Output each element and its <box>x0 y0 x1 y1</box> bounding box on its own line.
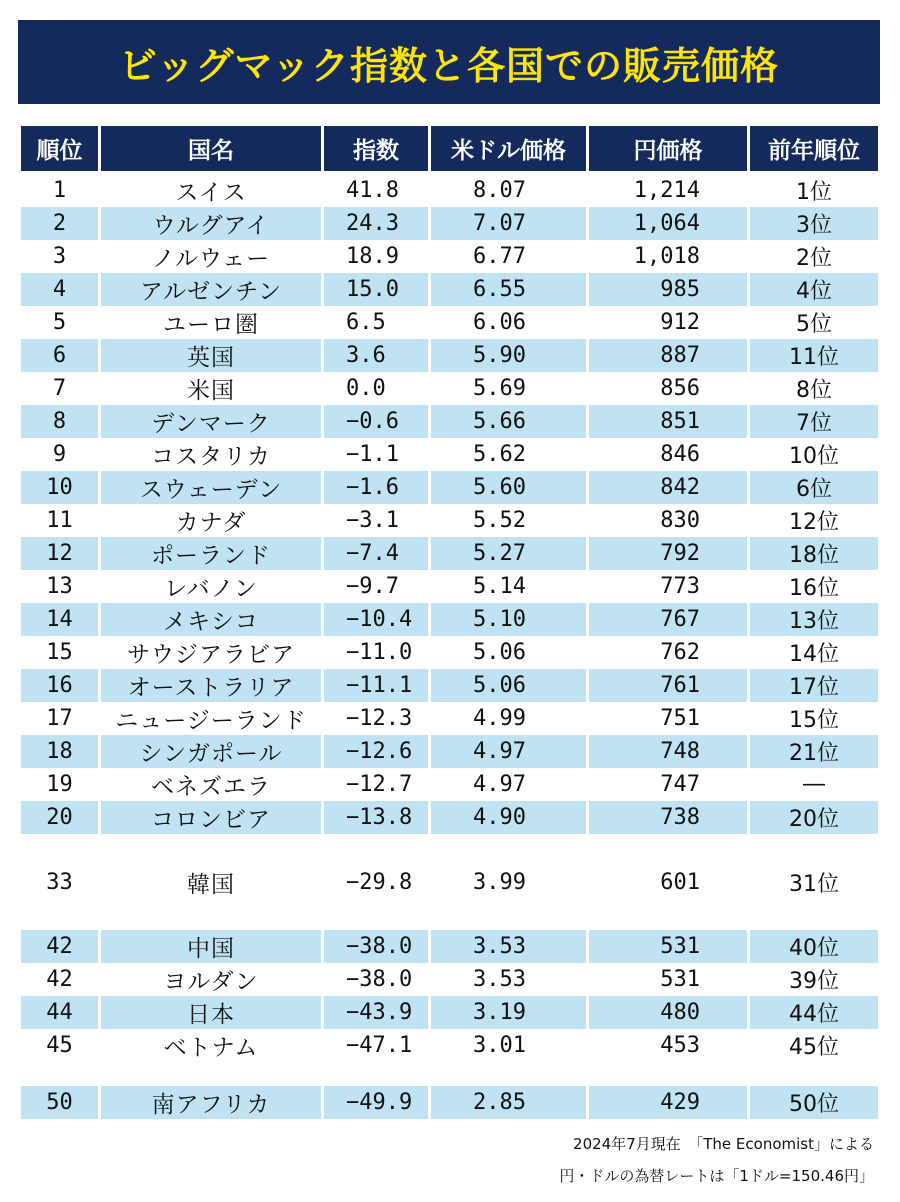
table-row <box>21 207 878 240</box>
table-row <box>21 768 878 801</box>
cell-country: アルゼンチン <box>101 273 321 306</box>
cell-usd-price: 5.62 <box>473 442 526 467</box>
cell-rank: 12 <box>21 537 98 570</box>
cell-prev-rank: 17位 <box>750 669 878 702</box>
table-row <box>21 963 878 996</box>
cell-index: 3.6 <box>324 339 428 372</box>
cell-country: レバノン <box>164 576 258 602</box>
cell-prev-rank: 45位 <box>789 1035 839 1060</box>
cell-index: −43.9 <box>324 996 428 1029</box>
table-row <box>21 471 878 504</box>
table-row <box>21 636 878 669</box>
cell-rank: 19 <box>46 772 73 797</box>
cell-prev-rank: 10位 <box>789 444 839 469</box>
cell-prev-rank: 12位 <box>789 510 839 535</box>
cell-usd-price: 6.55 <box>431 273 586 306</box>
table-row <box>21 858 878 906</box>
cell-yen-price: 601 <box>660 869 700 895</box>
table-row <box>21 339 878 372</box>
cell-rank: 44 <box>21 996 98 1029</box>
cell-yen-price: 912 <box>660 310 700 335</box>
ranking-table <box>18 126 881 1119</box>
cell-yen-price: 851 <box>589 405 747 438</box>
cell-index: −38.0 <box>346 967 413 992</box>
table-row <box>21 735 878 768</box>
cell-usd-price: 3.19 <box>431 996 586 1029</box>
cell-prev-rank: 16位 <box>789 576 839 601</box>
cell-index: −29.8 <box>346 869 413 895</box>
cell-usd-price: 5.69 <box>473 376 526 401</box>
cell-rank: 7 <box>52 376 67 401</box>
cell-index: 41.8 <box>346 178 399 203</box>
table-body <box>21 174 878 1119</box>
cell-index: 18.9 <box>346 244 399 269</box>
cell-yen-price: 1,064 <box>589 207 747 240</box>
cell-country: コロンビア <box>101 801 321 834</box>
header-usd-price: 米ドル価格 <box>431 126 586 174</box>
cell-country: 英国 <box>101 339 321 372</box>
cell-country: メキシコ <box>101 603 321 636</box>
cell-prev-rank: 1位 <box>796 180 832 205</box>
cell-prev-rank: 20位 <box>750 801 878 834</box>
cell-index: 24.3 <box>324 207 428 240</box>
header-rank: 順位 <box>21 126 98 174</box>
cell-usd-price: 3.53 <box>473 967 526 992</box>
cell-country: 南アフリカ <box>101 1086 321 1119</box>
cell-country: ポーランド <box>101 537 321 570</box>
cell-country: コスタリカ <box>151 444 271 470</box>
cell-index: −38.0 <box>324 930 428 963</box>
cell-prev-rank: ― <box>803 772 825 797</box>
cell-yen-price: 767 <box>589 603 747 636</box>
cell-rank: 33 <box>46 869 73 895</box>
cell-usd-price: 5.60 <box>431 471 586 504</box>
cell-country: 米国 <box>187 378 235 404</box>
cell-index: −3.1 <box>346 508 399 533</box>
spacer-row <box>21 906 878 930</box>
header-country: 国名 <box>101 126 321 174</box>
cell-prev-rank: 40位 <box>750 930 878 963</box>
table-row <box>21 996 878 1029</box>
table-row <box>21 1086 878 1119</box>
footnotes <box>559 1128 874 1192</box>
cell-prev-rank: 44位 <box>750 996 878 1029</box>
cell-usd-price: 5.06 <box>473 640 526 665</box>
exchange-rate-note: 円・ドルの為替レートは「1ドル=150.46円」 <box>559 1167 874 1185</box>
cell-rank: 42 <box>46 967 73 992</box>
table-row <box>21 306 878 339</box>
table-row <box>21 570 878 603</box>
cell-yen-price: 846 <box>660 442 700 467</box>
cell-index: −10.4 <box>324 603 428 636</box>
cell-yen-price: 748 <box>589 735 747 768</box>
cell-country: オーストラリア <box>101 669 321 702</box>
cell-yen-price: 1,018 <box>633 244 700 269</box>
source-note: 2024年7月現在 「The Economist」による <box>573 1135 874 1153</box>
cell-index: 6.5 <box>346 310 386 335</box>
cell-yen-price: 747 <box>660 772 700 797</box>
cell-prev-rank: 8位 <box>796 378 832 403</box>
cell-usd-price: 3.53 <box>431 930 586 963</box>
cell-yen-price: 453 <box>660 1033 700 1058</box>
cell-rank: 20 <box>21 801 98 834</box>
header-prev-rank: 前年順位 <box>750 126 878 174</box>
cell-country: ウルグアイ <box>101 207 321 240</box>
cell-usd-price: 5.90 <box>431 339 586 372</box>
cell-index: −47.1 <box>346 1033 413 1058</box>
cell-prev-rank: 31位 <box>789 871 839 897</box>
cell-rank: 15 <box>46 640 73 665</box>
cell-country: デンマーク <box>101 405 321 438</box>
cell-rank: 9 <box>52 442 67 467</box>
table-row <box>21 801 878 834</box>
cell-yen-price: 842 <box>589 471 747 504</box>
cell-rank: 17 <box>46 706 73 731</box>
table-row <box>21 174 878 207</box>
cell-rank: 11 <box>46 508 73 533</box>
cell-country: スウェーデン <box>101 471 321 504</box>
cell-index: −12.6 <box>324 735 428 768</box>
table-row <box>21 405 878 438</box>
cell-usd-price: 5.14 <box>473 574 526 599</box>
cell-prev-rank: 5位 <box>796 312 832 337</box>
cell-rank: 6 <box>21 339 98 372</box>
header-yen-price: 円価格 <box>589 126 747 174</box>
cell-prev-rank: 50位 <box>750 1086 878 1119</box>
cell-index: −7.4 <box>324 537 428 570</box>
cell-country: ユーロ圏 <box>163 312 259 338</box>
table-row <box>21 273 878 306</box>
cell-country: 日本 <box>101 996 321 1029</box>
cell-country: カナダ <box>175 510 247 536</box>
cell-country: シンガポール <box>101 735 321 768</box>
table-row <box>21 438 878 471</box>
table-row <box>21 603 878 636</box>
cell-prev-rank: 7位 <box>750 405 878 438</box>
cell-prev-rank: 39位 <box>789 969 839 994</box>
cell-prev-rank: 15位 <box>789 708 839 733</box>
cell-prev-rank: 21位 <box>750 735 878 768</box>
table-header-row <box>21 126 878 174</box>
cell-index: −13.8 <box>324 801 428 834</box>
cell-usd-price: 8.07 <box>473 178 526 203</box>
cell-rank: 16 <box>21 669 98 702</box>
cell-index: 15.0 <box>324 273 428 306</box>
cell-yen-price: 531 <box>660 967 700 992</box>
cell-prev-rank: 3位 <box>750 207 878 240</box>
cell-usd-price: 5.52 <box>473 508 526 533</box>
cell-yen-price: 985 <box>589 273 747 306</box>
cell-usd-price: 5.66 <box>431 405 586 438</box>
cell-usd-price: 2.85 <box>431 1086 586 1119</box>
page-title: ビッグマック指数と各国での販売価格 <box>119 43 779 88</box>
cell-yen-price: 830 <box>660 508 700 533</box>
cell-index: −1.6 <box>324 471 428 504</box>
cell-index: −49.9 <box>324 1086 428 1119</box>
cell-usd-price: 4.99 <box>473 706 526 731</box>
cell-usd-price: 6.77 <box>473 244 526 269</box>
cell-rank: 18 <box>21 735 98 768</box>
cell-usd-price: 5.27 <box>431 537 586 570</box>
cell-rank: 45 <box>46 1033 73 1058</box>
spacer-row <box>21 1062 878 1086</box>
cell-country: サウジアラビア <box>127 642 295 668</box>
cell-yen-price: 751 <box>660 706 700 731</box>
cell-country: 中国 <box>101 930 321 963</box>
cell-index: 0.0 <box>346 376 386 401</box>
cell-index: −9.7 <box>346 574 399 599</box>
cell-prev-rank: 2位 <box>796 246 832 271</box>
cell-yen-price: 738 <box>589 801 747 834</box>
cell-usd-price: 4.97 <box>431 735 586 768</box>
cell-rank: 10 <box>21 471 98 504</box>
cell-yen-price: 480 <box>589 996 747 1029</box>
header-index: 指数 <box>324 126 428 174</box>
cell-rank: 5 <box>52 310 67 335</box>
cell-prev-rank: 14位 <box>789 642 839 667</box>
cell-rank: 1 <box>52 178 67 203</box>
cell-usd-price: 3.01 <box>473 1033 526 1058</box>
cell-prev-rank: 6位 <box>750 471 878 504</box>
table-row <box>21 702 878 735</box>
cell-usd-price: 4.90 <box>431 801 586 834</box>
cell-index: −1.1 <box>346 442 399 467</box>
cell-country: ヨルダン <box>163 969 259 995</box>
cell-index: −12.7 <box>346 772 413 797</box>
cell-yen-price: 761 <box>589 669 747 702</box>
cell-rank: 3 <box>52 244 67 269</box>
cell-rank: 2 <box>21 207 98 240</box>
cell-rank: 13 <box>46 574 73 599</box>
table-row <box>21 537 878 570</box>
cell-country: ベトナム <box>163 1035 259 1061</box>
cell-rank: 8 <box>21 405 98 438</box>
cell-rank: 14 <box>21 603 98 636</box>
cell-usd-price: 3.99 <box>473 869 526 895</box>
cell-usd-price: 5.10 <box>431 603 586 636</box>
table-row <box>21 504 878 537</box>
table-row <box>21 1029 878 1062</box>
table-row <box>21 669 878 702</box>
cell-country: ノルウェー <box>151 246 271 272</box>
cell-yen-price: 773 <box>660 574 700 599</box>
cell-usd-price: 6.06 <box>473 310 526 335</box>
cell-yen-price: 1,214 <box>633 178 700 203</box>
spacer-row <box>21 834 878 858</box>
cell-yen-price: 762 <box>660 640 700 665</box>
cell-rank: 42 <box>21 930 98 963</box>
table-row <box>21 372 878 405</box>
table-row <box>21 240 878 273</box>
cell-prev-rank: 13位 <box>750 603 878 636</box>
cell-prev-rank: 4位 <box>750 273 878 306</box>
cell-index: −11.0 <box>346 640 413 665</box>
cell-index: −11.1 <box>324 669 428 702</box>
cell-country: 韓国 <box>187 871 235 898</box>
cell-yen-price: 429 <box>589 1086 747 1119</box>
cell-index: −12.3 <box>346 706 413 731</box>
cell-yen-price: 792 <box>589 537 747 570</box>
cell-index: −0.6 <box>324 405 428 438</box>
cell-country: スイス <box>175 180 247 206</box>
cell-prev-rank: 11位 <box>750 339 878 372</box>
cell-prev-rank: 18位 <box>750 537 878 570</box>
cell-country: ベネズエラ <box>151 774 271 800</box>
title-banner <box>18 20 880 104</box>
cell-country: ニュージーランド <box>115 708 307 734</box>
table-row <box>21 930 878 963</box>
cell-yen-price: 531 <box>589 930 747 963</box>
cell-yen-price: 887 <box>589 339 747 372</box>
cell-usd-price: 7.07 <box>431 207 586 240</box>
cell-yen-price: 856 <box>660 376 700 401</box>
cell-rank: 50 <box>21 1086 98 1119</box>
cell-usd-price: 4.97 <box>473 772 526 797</box>
cell-rank: 4 <box>21 273 98 306</box>
cell-usd-price: 5.06 <box>431 669 586 702</box>
